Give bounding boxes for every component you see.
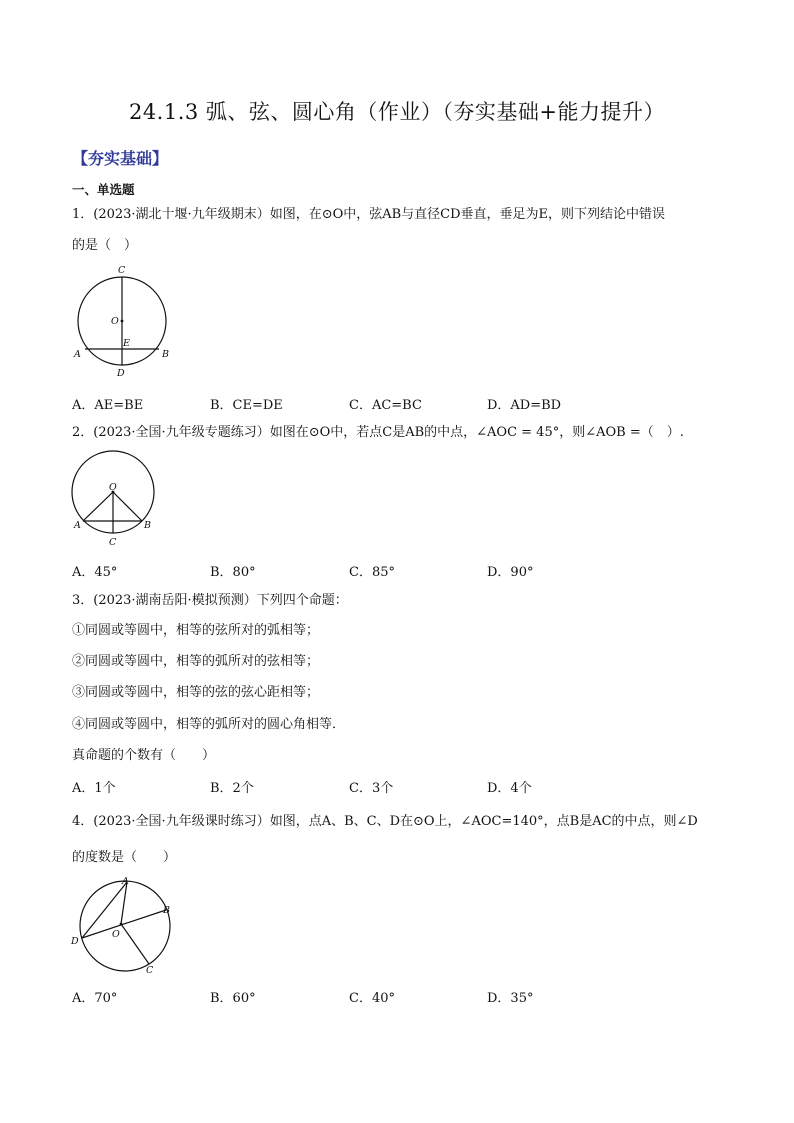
q4-label-b: B [163,905,170,916]
q1-option-c: C．AC=BC [349,398,422,413]
q4-option-a: A．70° [72,991,118,1006]
q3-statement-2: ②同圆或等圆中，相等的弧所对的弦相等； [72,654,320,669]
q2-option-d: D．90° [487,565,534,580]
q4-center-dot [120,923,123,926]
q1-label-b: B [162,349,169,360]
q2-radius-ob [113,492,142,521]
q4-chord-db [82,910,166,938]
q4-label-a: A [122,876,129,887]
q4-text-line2: 的度数是（ ） [72,850,177,865]
subheading: 一、单选题 [72,182,135,197]
q4-option-d: D．35° [487,991,534,1006]
q1-label-c: C [118,265,126,276]
q2-option-c: C．85° [349,565,395,580]
q2-text-line1: 2．(2023·全国·九年级专题练习）如图在⊙O中，若点C是AB的中点，∠AOC = 45°，则∠AOB =（ ）. [72,425,684,440]
q3-statement-4: ④同圆或等圆中，相等的弧所对的圆心角相等． [72,717,346,732]
q1-option-d: D．AD=BD [487,398,562,413]
q3-statement-3: ③同圆或等圆中，相等的弦的弦心距相等； [72,685,320,700]
q2-figure [70,450,160,550]
q4-radius-oc [121,924,149,964]
q4-text-line1: 4．(2023·全国·九年级课时练习）如图，点A、B、C、D在⊙O上，∠AOC=140°，点B是AC的中点，则∠D [72,814,698,829]
q3-option-a: A．1个 [72,781,116,796]
q2-label-b: B [144,520,151,531]
q1-option-a: A．AE=BE [72,398,144,413]
q2-label-c: C [109,537,117,548]
q3-option-d: D．4个 [487,781,532,796]
q4-label-c: C [146,965,154,976]
q1-figure [72,262,172,380]
q3-text-line1: 3．(2023·湖南岳阳·模拟预测）下列四个命题： [72,593,348,608]
q1-option-b: B．CE=DE [210,398,283,413]
q4-chord-da [82,882,127,938]
q1-label-a: A [74,349,81,360]
q4-option-b: B．60° [210,991,256,1006]
q4-label-o: O [112,929,120,940]
q4-option-c: C．40° [349,991,395,1006]
q3-option-b: B．2个 [210,781,254,796]
q3-question: 真命题的个数有（ ） [72,748,216,763]
q2-option-a: A．45° [72,565,118,580]
q4-label-d: D [71,936,79,947]
q1-label-d: D [117,368,125,379]
q1-text-line1: 1．(2023·湖北十堰·九年级期末）如图，在⊙O中，弦AB与直径CD垂直，垂足为E，则下列结论中错误 [72,207,666,222]
q2-label-a: A [74,520,81,531]
q1-center-dot [121,320,124,323]
section-heading: 【夯实基础】 [72,149,169,168]
q2-option-b: B．80° [210,565,256,580]
q3-statement-1: ①同圆或等圆中，相等的弦所对的弧相等； [72,623,320,638]
q3-option-c: C．3个 [349,781,394,796]
q1-label-e: E [123,338,130,349]
q1-label-o: O [111,316,119,327]
q2-label-o: O [109,482,117,493]
q2-radius-oa [83,492,113,521]
q1-text-line2: 的是（ ） [72,238,138,253]
page-title: 24.1.3 弧、弦、圆心角（作业）（夯实基础+能力提升） [128,100,666,124]
q4-figure [70,874,180,978]
